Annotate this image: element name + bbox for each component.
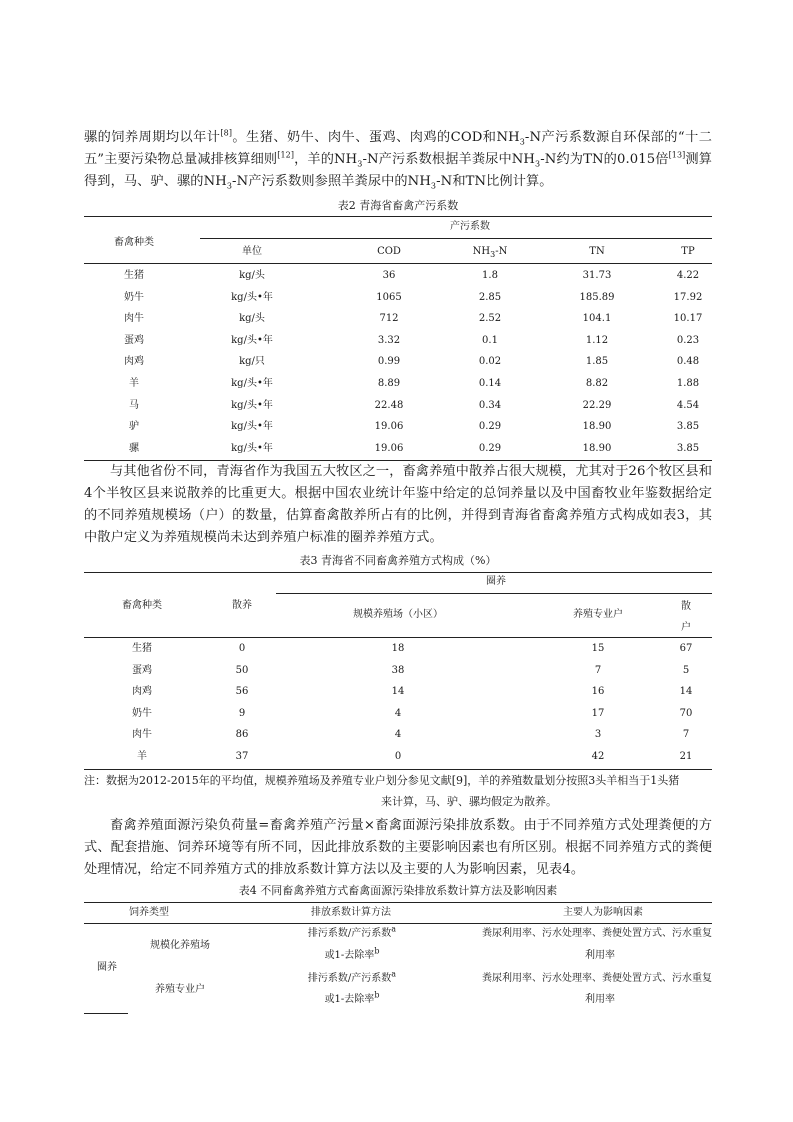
paragraph-1 — [84, 127, 712, 193]
table2-header-tp: TP — [681, 246, 695, 257]
table4-header-factor: 主要人为影响因素 — [563, 907, 643, 918]
subscript: 3 — [357, 159, 363, 169]
table2-cell-tn: 22.29 — [582, 399, 612, 411]
table2-cell-tn: 104.1 — [582, 313, 612, 325]
table3-header-rule — [84, 637, 712, 638]
table3-cell-free: 9 — [238, 707, 246, 719]
table2-cell-cod: 0.99 — [377, 356, 401, 368]
table2-cell-unit: kg/头•年 — [231, 334, 273, 346]
table2-group-rule — [200, 238, 712, 239]
table2-cell-tp: 0.23 — [676, 334, 700, 346]
text: 或1-去除率 — [324, 950, 375, 961]
table3-top-rule — [84, 572, 712, 573]
table2-cell-name: 骡 — [129, 442, 139, 454]
table2-cell-nh3: 1.8 — [482, 270, 498, 281]
table3-cell-small: 14 — [679, 686, 693, 698]
table3-cell-free: 0 — [238, 643, 246, 654]
paragraph-3: 畜禽养殖面源污染负荷量=畜禽养殖产污量×畜禽面源污染排放系数。由于不同养殖方式处理粪便的方式、配套措施、饲养环境等有所不同，因此排放系数的主要影响因素也有所区别。根据不同养殖方式的粪便处理情况，给定不同养殖方式的排放系数计算方法以及主要的人为影响因素，见表4。 — [84, 818, 712, 877]
text: -N产污系数根据羊粪尿中NH — [362, 152, 536, 167]
table4-row2-name: 养殖专业户 — [155, 984, 205, 995]
table2-cell-tp: 3.85 — [676, 421, 700, 433]
table3-cell-free: 37 — [235, 751, 249, 762]
table2-header-tn: TN — [589, 246, 605, 257]
table4-row1-method2 — [302, 946, 402, 962]
table2-cell-nh3: 0.02 — [478, 356, 502, 368]
text: -N和TN比例计算。 — [436, 174, 553, 189]
table2-cell-cod: 19.06 — [374, 442, 404, 454]
table3-cell-special: 16 — [591, 686, 605, 698]
table2-cell-unit: kg/头•年 — [231, 378, 273, 389]
table2-cell-cod: 3.32 — [377, 334, 401, 346]
table3-header-free: 散养 — [232, 600, 252, 611]
subscript: 3 — [226, 181, 233, 191]
citation: [12] — [277, 150, 295, 160]
table2-cell-name: 蛋鸡 — [124, 334, 144, 346]
table2-cell-name: 奶牛 — [124, 291, 144, 303]
table3-cell-scale: 14 — [391, 686, 405, 698]
table3-cell-small: 7 — [682, 729, 690, 741]
table2-cell-unit: kg/头 — [239, 313, 265, 325]
text: ，羊的NH — [294, 152, 358, 167]
table2-cell-nh3: 0.34 — [478, 399, 502, 411]
table2-header-cod: COD — [377, 246, 401, 257]
table3-cell-name: 肉鸡 — [132, 686, 152, 698]
superscript: a — [391, 924, 397, 934]
table2-cell-unit: kg/头•年 — [231, 421, 273, 433]
text: -N — [495, 246, 508, 257]
table2-cell-cod: 36 — [382, 270, 396, 281]
text: NH — [472, 246, 491, 257]
text: 测算得到，马、驴、骡的NH — [84, 152, 713, 189]
table4-row1-factor1: 粪尿利用率、污水处理率、粪便处置方式、污水重复 — [482, 928, 712, 939]
subscript: 3 — [430, 181, 437, 191]
table2-cell-unit: kg/只 — [239, 356, 265, 368]
table2-cell-name: 羊 — [129, 378, 139, 389]
table3-header-pen: 圈养 — [486, 576, 506, 587]
citation: [13] — [668, 150, 686, 160]
table4-row1-method1 — [292, 924, 412, 940]
table3-header-scale: 规模养殖场（小区） — [353, 609, 443, 620]
table2-cell-name: 肉牛 — [124, 313, 144, 325]
table4-row2-method2 — [302, 990, 402, 1006]
text: -N产污系数则参照羊粪尿中的NH — [232, 174, 431, 189]
citation: [8] — [220, 128, 233, 138]
table2-cell-nh3: 0.14 — [478, 378, 502, 389]
table2-cell-nh3: 0.1 — [482, 334, 498, 346]
table2-caption: 表2 青海省畜禽产污系数 — [337, 199, 459, 212]
subscript: 3 — [535, 159, 541, 169]
table3-cell-special: 42 — [591, 751, 605, 762]
table2-header-unit: 单位 — [242, 246, 262, 257]
superscript: a — [391, 969, 397, 979]
table2-cell-tn: 18.90 — [582, 442, 612, 454]
table4-header-rule — [84, 923, 712, 924]
table2-cell-tp: 4.22 — [676, 270, 700, 281]
table3-cell-small: 21 — [679, 751, 693, 762]
table2-cell-tp: 1.88 — [676, 378, 700, 389]
table3-cell-name: 蛋鸡 — [132, 664, 152, 676]
table4-row2-factor1: 粪尿利用率、污水处理率、粪便处置方式、污水重复 — [482, 973, 712, 984]
table2-header-group: 产污系数 — [450, 221, 490, 232]
text: 排污系数/产污系数 — [307, 928, 392, 939]
table2-cell-nh3: 0.29 — [478, 421, 502, 433]
table3-cell-name: 奶牛 — [132, 707, 152, 719]
table3-cell-free: 50 — [235, 664, 249, 676]
table3-cell-special: 15 — [591, 643, 605, 654]
table2-cell-name: 马 — [129, 399, 139, 411]
table3-cell-small: 67 — [679, 643, 693, 654]
table3-cell-name: 羊 — [137, 751, 147, 762]
text: 或1-去除率 — [324, 994, 375, 1005]
superscript: b — [374, 946, 380, 956]
table3-cell-small: 70 — [679, 707, 693, 719]
table2-cell-unit: kg/头•年 — [231, 399, 273, 411]
table4-header-type: 饲养类型 — [129, 907, 169, 918]
text: 。生猪、奶牛、肉牛、蛋鸡、肉鸡的COD和NH — [232, 130, 520, 145]
table3-cell-scale: 38 — [391, 664, 405, 676]
table2-cell-unit: kg/头•年 — [231, 442, 273, 454]
table2-cell-nh3: 2.52 — [478, 313, 502, 325]
table3-cell-name: 肉牛 — [132, 729, 152, 741]
table2-cell-tp: 3.85 — [676, 442, 700, 454]
table2-cell-cod: 1065 — [376, 291, 402, 303]
table3-cell-small: 5 — [682, 664, 690, 676]
table2-cell-nh3: 2.85 — [478, 291, 502, 303]
table3-header-species: 畜禽种类 — [122, 600, 162, 611]
table2-cell-tn: 1.85 — [585, 356, 609, 368]
table2-cell-tp: 17.92 — [673, 291, 703, 303]
table3-cell-special: 3 — [594, 729, 602, 741]
text: -N约为TN的0.015倍 — [540, 152, 669, 167]
table4-caption: 表4 不同畜禽养殖方式畜禽面源污染排放系数计算方法及影响因素 — [238, 884, 558, 897]
table3-header-small-2: 户 — [681, 622, 691, 633]
bottom-short-rule — [84, 1013, 128, 1014]
table2-header-nh3 — [460, 246, 520, 258]
table4-row2-method1 — [292, 969, 412, 985]
table4-top-rule — [84, 902, 712, 903]
table3-header-special: 养殖专业户 — [573, 609, 623, 620]
table4-row1-factor2: 利用率 — [585, 950, 615, 961]
table4-pen-label: 圈养 — [97, 962, 117, 973]
table3-cell-scale: 4 — [394, 729, 402, 741]
table2-cell-cod: 712 — [379, 313, 399, 325]
text: 排污系数/产污系数 — [307, 973, 392, 984]
table2-cell-tn: 8.82 — [585, 378, 609, 389]
table2-cell-tn: 1.12 — [585, 334, 609, 346]
table2-header-rule — [84, 263, 712, 264]
table3-cell-scale: 18 — [391, 643, 405, 654]
table3-cell-free: 86 — [235, 729, 249, 741]
table4-row2-factor2: 利用率 — [585, 994, 615, 1005]
table3-note-line2: 来计算，马、驴、骡均假定为散养。 — [381, 795, 557, 808]
table3-note-line1: 注：数据为2012-2015年的平均值，规模养殖场及养殖专业户划分参见文献[9]，羊的养殖数量划分按照3头羊相当于1头猪 — [84, 774, 680, 787]
table3-cell-name: 生猪 — [132, 643, 152, 654]
table2-cell-cod: 22.48 — [374, 399, 404, 411]
table4-header-method: 排放系数计算方法 — [311, 907, 391, 918]
text: -N产污系数源自环保部的“十二五”主要污染物总量减排核算细则 — [84, 130, 712, 167]
table3-cell-scale: 4 — [394, 707, 402, 719]
table2-cell-tp: 4.54 — [676, 399, 700, 411]
table2-cell-tp: 0.48 — [676, 356, 700, 368]
superscript: b — [374, 990, 380, 1000]
table2-cell-tn: 185.89 — [579, 291, 615, 303]
table2-header-species: 畜禽种类 — [114, 237, 154, 248]
table2-cell-unit: kg/头 — [239, 270, 265, 281]
paragraph-2: 与其他省份不同，青海省作为我国五大牧区之一，畜禽养殖中散养占很大规模，尤其对于26个牧区县和4个半牧区县来说散养的比重更大。根据中国农业统计年鉴中给定的总饲养量以及中国畜牧业年鉴数据给定的不同养殖规模场（户）的数量，估算畜禽散养所占有的比例，并得到青海省畜禽养殖方式构成如表3，其中散户定义为养殖规模尚未达到养殖户标准的圈养养殖方式。 — [84, 464, 712, 545]
table4-row1-name: 规模化养殖场 — [150, 940, 210, 951]
table2-cell-name: 肉鸡 — [124, 356, 144, 368]
table3-cell-special: 17 — [591, 707, 605, 719]
table3-group-rule — [276, 593, 712, 594]
table2-cell-tn: 31.73 — [582, 270, 612, 281]
table2-cell-tp: 10.17 — [673, 313, 703, 325]
table2-cell-tn: 18.90 — [582, 421, 612, 433]
table3-caption: 表3 青海省不同畜禽养殖方式构成（%） — [299, 554, 497, 567]
table3-cell-free: 56 — [235, 686, 249, 698]
table2-top-rule — [84, 216, 712, 217]
table2-cell-cod: 8.89 — [377, 378, 401, 389]
text: 骡的饲养周期均以年计 — [84, 130, 221, 145]
table2-cell-name: 驴 — [129, 421, 139, 433]
table2-cell-name: 生猪 — [124, 270, 144, 281]
table2-cell-nh3: 0.29 — [478, 442, 502, 454]
table3-header-small-1: 散 — [681, 601, 691, 612]
subscript: 3 — [519, 137, 525, 147]
table3-cell-scale: 0 — [394, 751, 402, 762]
table2-cell-unit: kg/头•年 — [231, 291, 273, 303]
table2-cell-cod: 19.06 — [374, 421, 404, 433]
table3-cell-special: 7 — [594, 664, 602, 676]
subscript: 3 — [490, 250, 496, 259]
